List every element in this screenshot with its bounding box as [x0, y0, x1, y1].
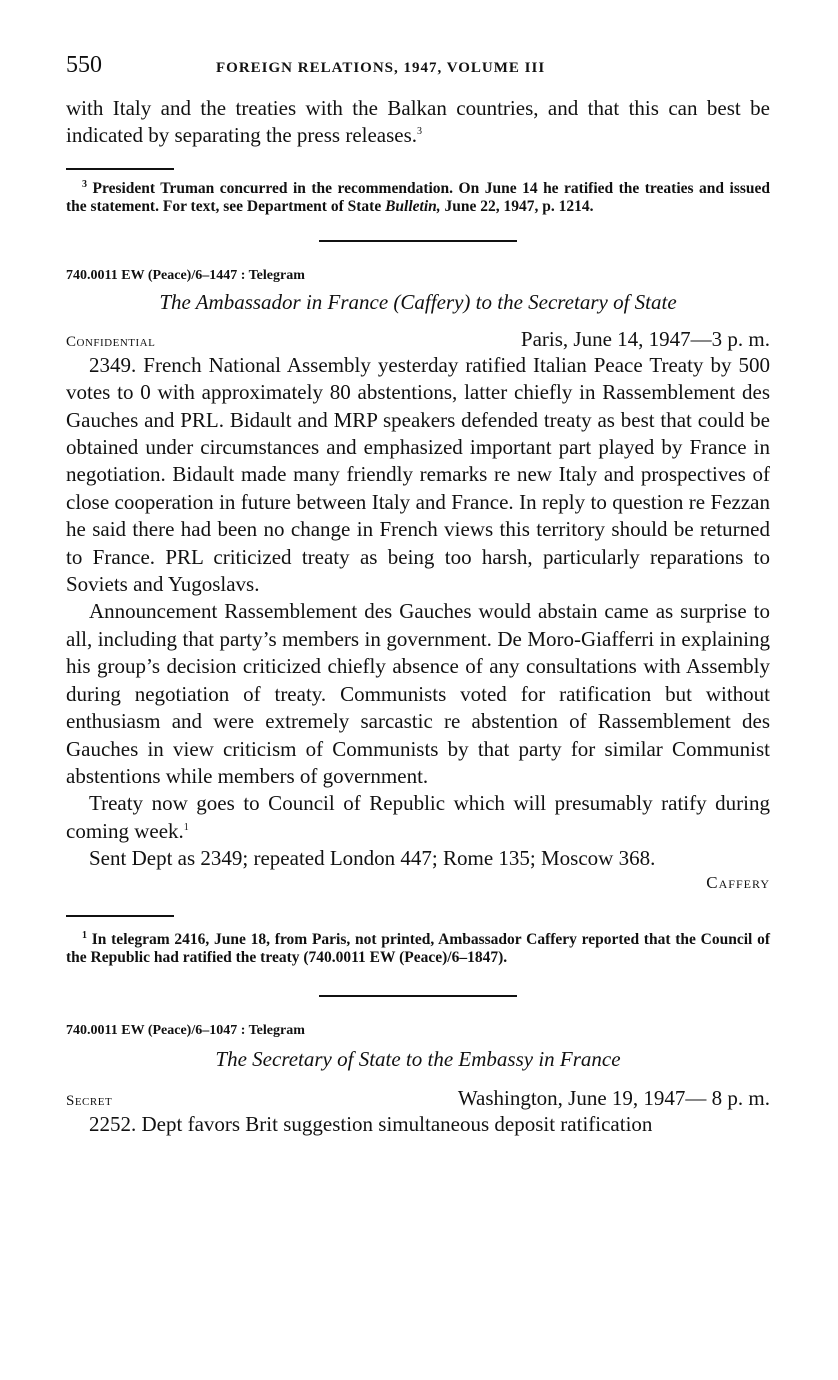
- paragraph: Treaty now goes to Council of Republic which will presumably ratify during coming week.$^1$: [66, 791, 770, 843]
- telegram-body: [66, 1111, 770, 1138]
- paragraph: 2252. Dept favors Brit suggestion simultaneous deposit ratification: [89, 1111, 653, 1136]
- place-date: Washington, June 19, 1947— 8 p. m.: [457, 1085, 770, 1110]
- section-divider: [319, 240, 517, 242]
- paragraph: Sent Dept as 2349; repeated London 447; Rome 135; Moscow 368.: [89, 846, 656, 871]
- document-title: The Ambassador in France (Caffery) to the Secretary of State: [159, 289, 677, 314]
- page-number: 550: [66, 52, 102, 78]
- document-title: The Secretary of State to the Embassy in France: [215, 1046, 621, 1071]
- paragraph: 2349. French National Assembly yesterday ratified Italian Peace Treaty by 500 votes to 0 with approximately 80 abstentions, latter chiefly in Rassemblement des Gauches and PRL. Bidault and MRP speakers defended treaty as best that could be obtained under circumstances and emphasized important part played by France in negotiation. Bidault made many friendly remarks re new Italy and prospectives of close cooperation in future between Italy and France. In reply to question re Fezzan he said there had been no change in French views this territory should be returned to France. PRL criticized treaty as being too harsh, particularly reparations to Soviets and Yugoslavs.: [66, 352, 770, 597]
- footnote-rule: [66, 915, 174, 917]
- classification-line: [66, 327, 770, 352]
- place-date: Paris, June 14, 1947—3 p. m.: [520, 326, 770, 351]
- footnote-1: $^1$ In telegram 2416, June 18, from Paris, not printed, Ambassador Caffery reported that the Council of the Republic had ratified the treaty (740.0011 EW (Peace)/6–1847).: [66, 929, 770, 966]
- section-divider: [319, 995, 517, 997]
- signature: Caffery: [706, 872, 770, 892]
- continuation-paragraph: with Italy and the treaties with the Balkan countries, and that this can best be indicated by separating the press releases.$^3$: [66, 96, 770, 148]
- footnote-ref: 3: [417, 126, 423, 138]
- running-header: [66, 52, 770, 79]
- classification-line: [66, 1086, 770, 1111]
- file-reference: 740.0011 EW (Peace)/6–1047 : Telegram: [66, 1022, 305, 1038]
- footnote-rule: [66, 168, 174, 170]
- footnote-ref: 1: [183, 821, 189, 833]
- telegram-body: [66, 352, 770, 873]
- document-page: [66, 52, 770, 1138]
- classification: Secret: [66, 1092, 113, 1109]
- footnote-3: $^3$ President Truman concurred in the recommendation. On June 14 he ratified the treaties and issued the statement. For text, see Department of State Bulletin, June 22, 1947, p. 1214.: [66, 178, 771, 215]
- file-reference: 740.0011 EW (Peace)/6–1447 : Telegram: [66, 267, 305, 283]
- paragraph: Announcement Rassemblement des Gauches would abstain came as surprise to all, including that party’s members in government. De Moro-Giafferri in explaining his group’s decision criticized chiefly absence of any consultations with Assembly during negotiation of treaty. Communists voted for ratification but without enthusiasm and were extremely sarcastic re abstention of Rassemblement des Gauches in view criticism of Communists by that party for similar Communist abstentions while members of government.: [66, 599, 770, 788]
- running-title: FOREIGN RELATIONS, 1947, VOLUME III: [216, 60, 546, 76]
- classification: Confidential: [66, 333, 156, 350]
